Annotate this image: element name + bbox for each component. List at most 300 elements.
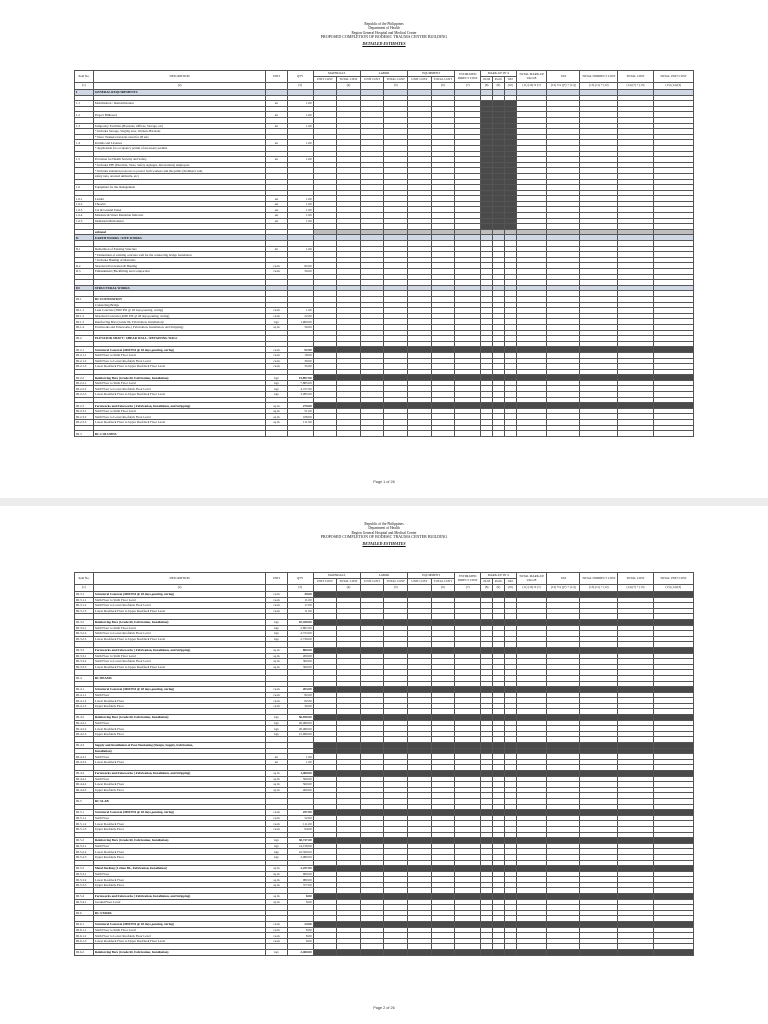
cost-cell xyxy=(337,950,361,956)
column-header-estimated-direct: ESTIMATED DIRECT COST xyxy=(455,71,481,83)
item-number-cell: II.2 xyxy=(75,263,94,269)
column-header-materials: MATERIALS xyxy=(313,573,360,579)
description-cell: safety nets, arrested umbrella, etc) xyxy=(93,173,265,179)
qty-cell: 82.00 xyxy=(287,692,313,698)
unit-cell: lot xyxy=(266,246,287,252)
column-number: (12) 5% [(7) + (11)] xyxy=(547,83,580,90)
column-number: (4) xyxy=(337,83,361,90)
unit-cell: cu.m xyxy=(266,826,287,832)
description-cell: Structural Concrete (4000 PSI @ 28 days,pouring, curing) xyxy=(93,810,265,816)
item-number-cell: 1.6 xyxy=(75,185,94,191)
item-number-cell: II.3 xyxy=(75,269,94,275)
qty-cell: 39.00 xyxy=(287,703,313,709)
cost-cell xyxy=(504,950,516,956)
qty-cell: 8.00 xyxy=(287,927,313,933)
column-header-profit: Profit xyxy=(493,77,505,83)
unit-cell: cu.m xyxy=(266,308,287,314)
qty-cell: 39.00 xyxy=(287,358,313,364)
qty-cell: 1.00 xyxy=(287,157,313,163)
description-cell: Formworks and Falseworks ( Fabrication, Installation, and Stripping) xyxy=(93,647,265,653)
cost-cell xyxy=(313,950,337,956)
cost-cell xyxy=(580,431,618,437)
description-cell: Structural Concrete (4000 PSI @ 28 days,pouring, curing) xyxy=(93,347,265,353)
description-cell: Demolition of Existing Structure xyxy=(93,246,265,252)
item-number-cell: III.3.3.3 xyxy=(75,664,94,670)
unit-cell: kgs xyxy=(266,715,287,721)
column-header-vat-pct: VAT xyxy=(504,579,516,585)
column-number: (1) xyxy=(75,585,94,592)
column-header-unit-cost: UNIT COST xyxy=(360,77,384,83)
item-number-cell: III.4.2.3 xyxy=(75,731,94,737)
description-cell: Reinforcing Bars (Grade 60, Fabrication, Installation) xyxy=(93,715,265,721)
description-cell: Sixth Floor to Sixth Floor Level xyxy=(93,408,265,414)
column-number xyxy=(360,585,384,592)
column-number: (14) (7) + (13) xyxy=(618,83,653,90)
qty-cell: 400.00 xyxy=(287,787,313,793)
column-header-total-cost: TOTAL COST xyxy=(337,579,361,585)
description-cell: RC COLUMNS xyxy=(93,431,265,437)
cost-cell xyxy=(431,950,455,956)
column-number xyxy=(313,585,337,592)
column-number: (2) xyxy=(93,585,265,592)
description-cell: Installation) xyxy=(93,748,265,754)
description-cell: Formworks and Falseworks ( Fabrication, Installation, and Stripping) xyxy=(93,324,265,330)
description-cell: Lower Roofdeck Floor to Upper Roofdeck Floor Level xyxy=(93,938,265,944)
unit-cell: kgs xyxy=(266,726,287,732)
description-cell: Sixth Floor xyxy=(93,692,265,698)
page-number: Page 2 of 26 xyxy=(373,1006,395,1010)
cost-cell xyxy=(481,950,493,956)
description-cell: Sixth Floor to Lower Roofdeck Floor Level xyxy=(93,631,265,637)
qty-cell: 980.00 xyxy=(287,877,313,883)
description-cell: Project Billboard xyxy=(93,112,265,118)
qty-cell: 1.00 xyxy=(287,754,313,760)
description-cell: Upper Roofdeck Floor xyxy=(93,731,265,737)
unit-cell: kgs xyxy=(266,386,287,392)
column-header-vat: VAT xyxy=(547,71,580,83)
item-number-cell: III.5.3.1 xyxy=(75,871,94,877)
column-number: (8) xyxy=(481,83,493,90)
item-number-cell: III.2.1.3 xyxy=(75,364,94,370)
item-number-cell: III.2.2 xyxy=(75,375,94,381)
unit-cell: cu.m xyxy=(266,815,287,821)
unit-cell: cu.m xyxy=(266,698,287,704)
unit-cell: sq.m xyxy=(266,414,287,420)
item-number-cell: III.2.3 xyxy=(75,403,94,409)
unit-cell: kgs xyxy=(266,843,287,849)
qty-cell: 10,350.00 xyxy=(287,619,313,625)
cost-cell xyxy=(504,431,516,437)
item-number-cell: III.3.2.3 xyxy=(75,636,94,642)
item-number-cell: III.6.1.3 xyxy=(75,938,94,944)
qty-cell: 1.00 xyxy=(287,140,313,146)
description-cell: * Includes Hauling of Materials xyxy=(93,257,265,263)
unit-cell: set xyxy=(266,207,287,213)
description-cell: Lean Concrete (3000 PSI @ 28 days,pouring, curing) xyxy=(93,308,265,314)
column-header-ocm: OCM xyxy=(481,579,493,585)
description-cell: Sixth Floor to Sixth Floor Level xyxy=(93,625,265,631)
qty-cell: 82.00 xyxy=(287,698,313,704)
qty-cell: 18.00 xyxy=(287,352,313,358)
column-header-labor: LABOR xyxy=(360,573,407,579)
column-header-unit-cost: UNIT COST xyxy=(360,579,384,585)
description-cell: Sixth Floor to Sixth Floor Level xyxy=(93,653,265,659)
unit-cell: set xyxy=(266,201,287,207)
unit-cell: cu.m xyxy=(266,603,287,609)
qty-cell: 4,723.00 xyxy=(287,631,313,637)
cost-cell xyxy=(481,431,493,437)
unit-cell: cu.m xyxy=(266,933,287,939)
description-cell: Supply and Installation of Post-Tensioning (Design, Supply, Fabrication, xyxy=(93,743,265,749)
unit-cell: sq.m xyxy=(266,659,287,665)
qty-cell: 1.00 xyxy=(287,207,313,213)
description-cell: Lower Roofdeck Floor to Upper Roofdeck Floor Level xyxy=(93,392,265,398)
item-number-cell: III.5.3.3 xyxy=(75,882,94,888)
unit-cell: sq.m xyxy=(266,899,287,905)
description-cell: Upper Roofdeck Floor xyxy=(93,854,265,860)
item-number-cell: III.5.4.1 xyxy=(75,899,94,905)
item-number-cell: III.5.2.1 xyxy=(75,843,94,849)
description-cell: Insulation Multi-meter xyxy=(93,218,265,224)
item-number-cell: III.5.4 xyxy=(75,894,94,900)
qty-cell: 111.00 xyxy=(287,420,313,426)
qty-cell: 22.00 xyxy=(287,313,313,319)
column-number: (15) (14)/(3) xyxy=(653,83,693,90)
unit-cell: sq.m xyxy=(266,324,287,330)
column-number: (15) (14)/(3) xyxy=(653,585,693,592)
project-title: PROPOSED COMPLETION OF BODESIC TRAUMA CENTER BUILDING xyxy=(320,33,448,39)
qty-cell: 203.00 xyxy=(287,687,313,693)
item-number-cell: II.1 xyxy=(75,246,94,252)
qty-cell: 1.00 xyxy=(287,759,313,765)
qty-cell: 15,897.00 xyxy=(287,375,313,381)
item-number-cell: III.4.2.1 xyxy=(75,720,94,726)
column-number: (14) (7) + (13) xyxy=(618,585,653,592)
item-number-cell: III.2.1.1 xyxy=(75,352,94,358)
description-cell: Reinforcing Bars (Grade 60, Fabrication, Installation) xyxy=(93,319,265,325)
header-line-1: Republic of the Philippines xyxy=(364,22,404,26)
header-line-2: Department of Health xyxy=(368,526,400,531)
description-cell: Sixth Floor xyxy=(93,754,265,760)
item-number-cell: III.4.3.2 xyxy=(75,759,94,765)
item-number-cell: III.4.3.1 xyxy=(75,754,94,760)
document-header xyxy=(0,22,768,46)
qty-cell: 94.00 xyxy=(287,826,313,832)
item-number-cell: 1.2 xyxy=(75,112,94,118)
column-header-total-markup: TOTAL MARK-UP VALUE xyxy=(516,71,547,83)
qty-cell: 1.00 xyxy=(287,201,313,207)
cost-cell xyxy=(516,431,547,437)
qty-cell: 17.00 xyxy=(287,603,313,609)
description-cell: Lower Roofdeck Floor xyxy=(93,759,265,765)
description-cell: STRUCTURAL WORKS xyxy=(93,285,265,291)
qty-cell: 2,897.00 xyxy=(287,625,313,631)
column-header-labor: LABOR xyxy=(360,71,407,77)
item-number-cell: III.1.2 xyxy=(75,313,94,319)
unit-cell: cu.m xyxy=(266,358,287,364)
cost-cell xyxy=(653,431,693,437)
item-number-cell: III.5 xyxy=(75,798,94,804)
item-number-cell: III.2.2.1 xyxy=(75,380,94,386)
item-number-cell: 1.6.1 xyxy=(75,196,94,202)
column-header-markup-pct: MARK-UP IN % xyxy=(481,71,516,77)
description-cell: EARTH WORKS / SITE WORKS xyxy=(93,235,265,241)
unit-cell: sq.m xyxy=(266,664,287,670)
unit-cell: cu.m xyxy=(266,692,287,698)
cost-cell xyxy=(493,431,505,437)
column-number: (8) xyxy=(481,585,493,592)
description-cell: RC SLAB xyxy=(93,798,265,804)
qty-cell: 1.00 xyxy=(287,218,313,224)
unit-cell: kgs xyxy=(266,392,287,398)
item-number-cell: III.3.1.1 xyxy=(75,597,94,603)
qty-cell: 56,950.00 xyxy=(287,715,313,721)
item-number-cell: III.4.1.2 xyxy=(75,698,94,704)
qty-cell: 56.00 xyxy=(287,324,313,330)
item-number-cell: III.5.2.3 xyxy=(75,854,94,860)
unit-cell: lot xyxy=(266,112,287,118)
item-number-cell: III.4.4.1 xyxy=(75,776,94,782)
qty-cell: 51.00 xyxy=(287,408,313,414)
qty-cell: 56.00 xyxy=(287,269,313,275)
qty-cell: 14,158.00 xyxy=(287,843,313,849)
item-number-cell: III.3.2 xyxy=(75,619,94,625)
cost-cell xyxy=(455,431,481,437)
qty-cell: 11.00 xyxy=(287,597,313,603)
item-number-cell: III.4.1.3 xyxy=(75,703,94,709)
qty-cell: 38,747.00 xyxy=(287,838,313,844)
item-number-cell: III.3.2.1 xyxy=(75,625,94,631)
description-cell: GENERAL REQUIREMENTS xyxy=(93,90,265,96)
unit-cell: kgs xyxy=(266,375,287,381)
item-number-cell: III.3.1 xyxy=(75,592,94,598)
column-header-total-cost: TOTAL COST xyxy=(384,77,408,83)
description-cell: Structural Concrete (4000 PSI @ 28 days,pouring, curing) xyxy=(93,313,265,319)
qty-cell: 15,990.00 xyxy=(287,731,313,737)
item-number-cell: III.6 xyxy=(75,910,94,916)
item-number-cell: III.5.1.2 xyxy=(75,821,94,827)
description-cell: Connecting Bridge xyxy=(93,302,265,308)
item-number-cell: 1.6.4 xyxy=(75,213,94,219)
estimate-table xyxy=(74,70,694,437)
description-cell: Sixth Floor to Sixth Floor Level xyxy=(93,927,265,933)
cost-cell xyxy=(360,950,384,956)
column-header-vat-pct: VAT xyxy=(504,77,516,83)
unit-cell: cu.m xyxy=(266,347,287,353)
item-number-cell: III.6.1.1 xyxy=(75,927,94,933)
qty-cell: 1.00 xyxy=(287,196,313,202)
description-cell: Structural Concrete (4000 PSI @ 28 days,pouring, curing) xyxy=(93,687,265,693)
description-cell: ELEVATOR SHAFT / SHEAR WALL / RETAINING WALL xyxy=(93,336,265,342)
cost-cell xyxy=(337,431,361,437)
description-cell: Cat & Ground Tester xyxy=(93,207,265,213)
qty-cell: 1.00 xyxy=(287,246,313,252)
qty-cell: 300.00 xyxy=(287,659,313,665)
column-header-total-cost: TOTAL COST xyxy=(384,579,408,585)
header-line-1: Republic of the Philippines xyxy=(364,522,404,526)
unit-cell: kgs xyxy=(266,720,287,726)
unit-cell: kgs xyxy=(266,631,287,637)
description-cell: Sixth Floor xyxy=(93,720,265,726)
qty-cell: 1.00 xyxy=(287,101,313,107)
qty-cell: 108.00 xyxy=(287,414,313,420)
description-cell: Lower Roofdeck Floor xyxy=(93,782,265,788)
description-cell: Sixth Floor xyxy=(93,815,265,821)
qty-cell: 900.00 xyxy=(287,871,313,877)
unit-cell: set xyxy=(266,196,287,202)
item-number-cell: III.3.1.3 xyxy=(75,608,94,614)
item-number-cell: I xyxy=(75,90,94,96)
unit-cell: cu.m xyxy=(266,821,287,827)
column-header-total-indirect: TOTAL INDIRECT COST xyxy=(580,71,618,83)
description-cell: Sixth Floor to Lower Roofdeck Floor Level xyxy=(93,386,265,392)
item-number-cell: III.2.3.2 xyxy=(75,414,94,420)
column-header-vat: VAT xyxy=(547,573,580,585)
column-number: (11) (10) X (7) xyxy=(516,83,547,90)
estimate-table xyxy=(74,572,694,956)
cost-cell xyxy=(580,950,618,956)
description-cell: Reinforcing Bars (Grade 60, Fabrication, Installation) xyxy=(93,375,265,381)
item-number-cell: III.3.1.2 xyxy=(75,603,94,609)
column-header-item-no: Item No. xyxy=(75,573,94,585)
column-number: (3) xyxy=(287,83,313,90)
column-header-materials: MATERIALS xyxy=(313,71,360,77)
description-cell: * Application for occupancy permit of necessary permits xyxy=(93,145,265,151)
description-cell: RC BEAMS xyxy=(93,675,265,681)
unit-cell: lot xyxy=(266,140,287,146)
item-number-cell: III.2.3.3 xyxy=(75,420,94,426)
cost-cell xyxy=(408,431,432,437)
unit-cell: lot xyxy=(266,157,287,163)
qty-cell: 1.00 xyxy=(287,308,313,314)
item-number-cell: III.4.2 xyxy=(75,715,94,721)
column-header-total-cost: TOTAL COST xyxy=(618,71,653,83)
description-cell: Sixth Floor to Sixth Floor Level xyxy=(93,597,265,603)
description-cell: Formworks and Falseworks ( Fabrication, Installation, and Stripping) xyxy=(93,403,265,409)
item-number-cell: III.5.1.3 xyxy=(75,826,94,832)
qty-cell: 111.00 xyxy=(287,821,313,827)
unit-cell: kgs xyxy=(266,619,287,625)
column-header-equipment: EQUIPMENT xyxy=(408,573,455,579)
item-number-cell: III.4.4.3 xyxy=(75,787,94,793)
qty-cell: 1.00 xyxy=(287,123,313,129)
unit-cell: sq.m xyxy=(266,647,287,653)
column-number xyxy=(360,83,384,90)
description-cell: Formworks and Falseworks ( Fabrication, Installation, and Stripping) xyxy=(93,771,265,777)
item-number-cell: III.5.2 xyxy=(75,838,94,844)
qty-cell: 1,900.00 xyxy=(287,319,313,325)
column-number: (12) 5% [(7) + (11)] xyxy=(547,585,580,592)
description-cell: Mobilization / Demobilization xyxy=(93,101,265,107)
column-number xyxy=(408,585,432,592)
description-cell: * Includes Storage, Staging area, Workers Barracks xyxy=(93,129,265,135)
description-cell: Metal Decking (1.2mm BL, Fabrication, Installation) xyxy=(93,866,265,872)
column-number: (9) xyxy=(493,585,505,592)
column-header-unit-cost: UNIT COST xyxy=(313,579,337,585)
description-cell: Sixth Floor to Lower Roofdeck Floor Level xyxy=(93,659,265,665)
unit-cell: kgs xyxy=(266,319,287,325)
description-cell: Lower Roofdeck Floor xyxy=(93,698,265,704)
qty-cell: 270.00 xyxy=(287,403,313,409)
column-number: (9) xyxy=(493,83,505,90)
document-header xyxy=(0,522,768,546)
description-cell: Lower Roofdeck Floor xyxy=(93,821,265,827)
page-number: Page 1 of 26 xyxy=(373,480,395,484)
description-cell: Lower Roofdeck Floor to Upper Roofdeck Floor Level xyxy=(93,664,265,670)
qty-cell: 8.00 xyxy=(287,933,313,939)
description-cell: Upper Roofdeck Floor xyxy=(93,882,265,888)
qty-cell: 500.00 xyxy=(287,782,313,788)
description-cell: * Includes standard protocols to protect both workers and the public (Perimeter wall, xyxy=(93,168,265,174)
document-subtitle: DETAILED ESTIMATES xyxy=(362,41,406,47)
qty-cell: 11.00 xyxy=(287,608,313,614)
qty-cell: 4,727.00 xyxy=(287,386,313,392)
unit-cell: sq.m xyxy=(266,894,287,900)
item-number-cell: III.2.2.3 xyxy=(75,392,94,398)
column-number xyxy=(266,83,287,90)
item-number-cell: III.4 xyxy=(75,675,94,681)
item-number-cell: III.4.1.1 xyxy=(75,692,94,698)
description-cell: Structural Concrete (4000 PSI @ 28 days,pouring, curing) xyxy=(93,922,265,928)
unit-cell: kgs xyxy=(266,625,287,631)
description-cell: RC FOUNDATION xyxy=(93,296,265,302)
column-header-qty: QTY xyxy=(287,573,313,585)
cost-cell xyxy=(408,950,432,956)
item-number-cell: 1.5 xyxy=(75,157,94,163)
column-number xyxy=(408,83,432,90)
cost-cell xyxy=(618,950,653,956)
column-header-ocm: OCM xyxy=(481,77,493,83)
column-header-qty: QTY xyxy=(287,71,313,83)
qty-cell: 300.00 xyxy=(287,664,313,670)
column-header-total-indirect: TOTAL INDIRECT COST xyxy=(580,573,618,585)
header-line-3: Region General Hospital and Medical Center xyxy=(351,30,417,35)
column-header-total-unit-cost: TOTAL UNIT COST xyxy=(653,71,693,83)
unit-cell: cu.m xyxy=(266,608,287,614)
qty-cell: 8.00 xyxy=(287,894,313,900)
description-cell: Lower Roofdeck Floor xyxy=(93,877,265,883)
description-cell: Upper Roofdeck Floor xyxy=(93,787,265,793)
unit-cell: kgs xyxy=(266,849,287,855)
column-number: (2) xyxy=(93,83,265,90)
column-number: (5) xyxy=(384,585,408,592)
item-number-cell: III.4.2.2 xyxy=(75,726,94,732)
unit-cell: cu.m xyxy=(266,810,287,816)
description-cell: Lower Roofdeck Floor to Upper Roofdeck Floor Level xyxy=(93,608,265,614)
unit-cell: kgs xyxy=(266,838,287,844)
qty-cell: 2,730.00 xyxy=(287,636,313,642)
item-number-cell: III.5.1 xyxy=(75,810,94,816)
column-header-description: DESCRIPTION xyxy=(93,573,265,585)
item-number-cell: 1.6.2 xyxy=(75,201,94,207)
column-header-total-cost: TOTAL COST xyxy=(337,77,361,83)
unit-cell: sq.m xyxy=(266,771,287,777)
table-row xyxy=(75,950,694,956)
unit-cell: kgs xyxy=(266,380,287,386)
column-header-total-unit-cost: TOTAL UNIT COST xyxy=(653,573,693,585)
page-1 xyxy=(0,0,768,498)
column-number: (4) xyxy=(337,585,361,592)
unit-cell: cu.m xyxy=(266,263,287,269)
unit-cell: sq.m xyxy=(266,408,287,414)
column-number: (10) xyxy=(504,83,516,90)
description-cell: Lower Roofdeck Floor to Upper Roofdeck Floor Level xyxy=(93,364,265,370)
qty-cell: 20,480.00 xyxy=(287,726,313,732)
unit-cell: lot xyxy=(266,123,287,129)
description-cell: Sixth Floor xyxy=(93,776,265,782)
column-header-total-cost: TOTAL COST xyxy=(431,77,455,83)
qty-cell: 8.00 xyxy=(287,938,313,944)
